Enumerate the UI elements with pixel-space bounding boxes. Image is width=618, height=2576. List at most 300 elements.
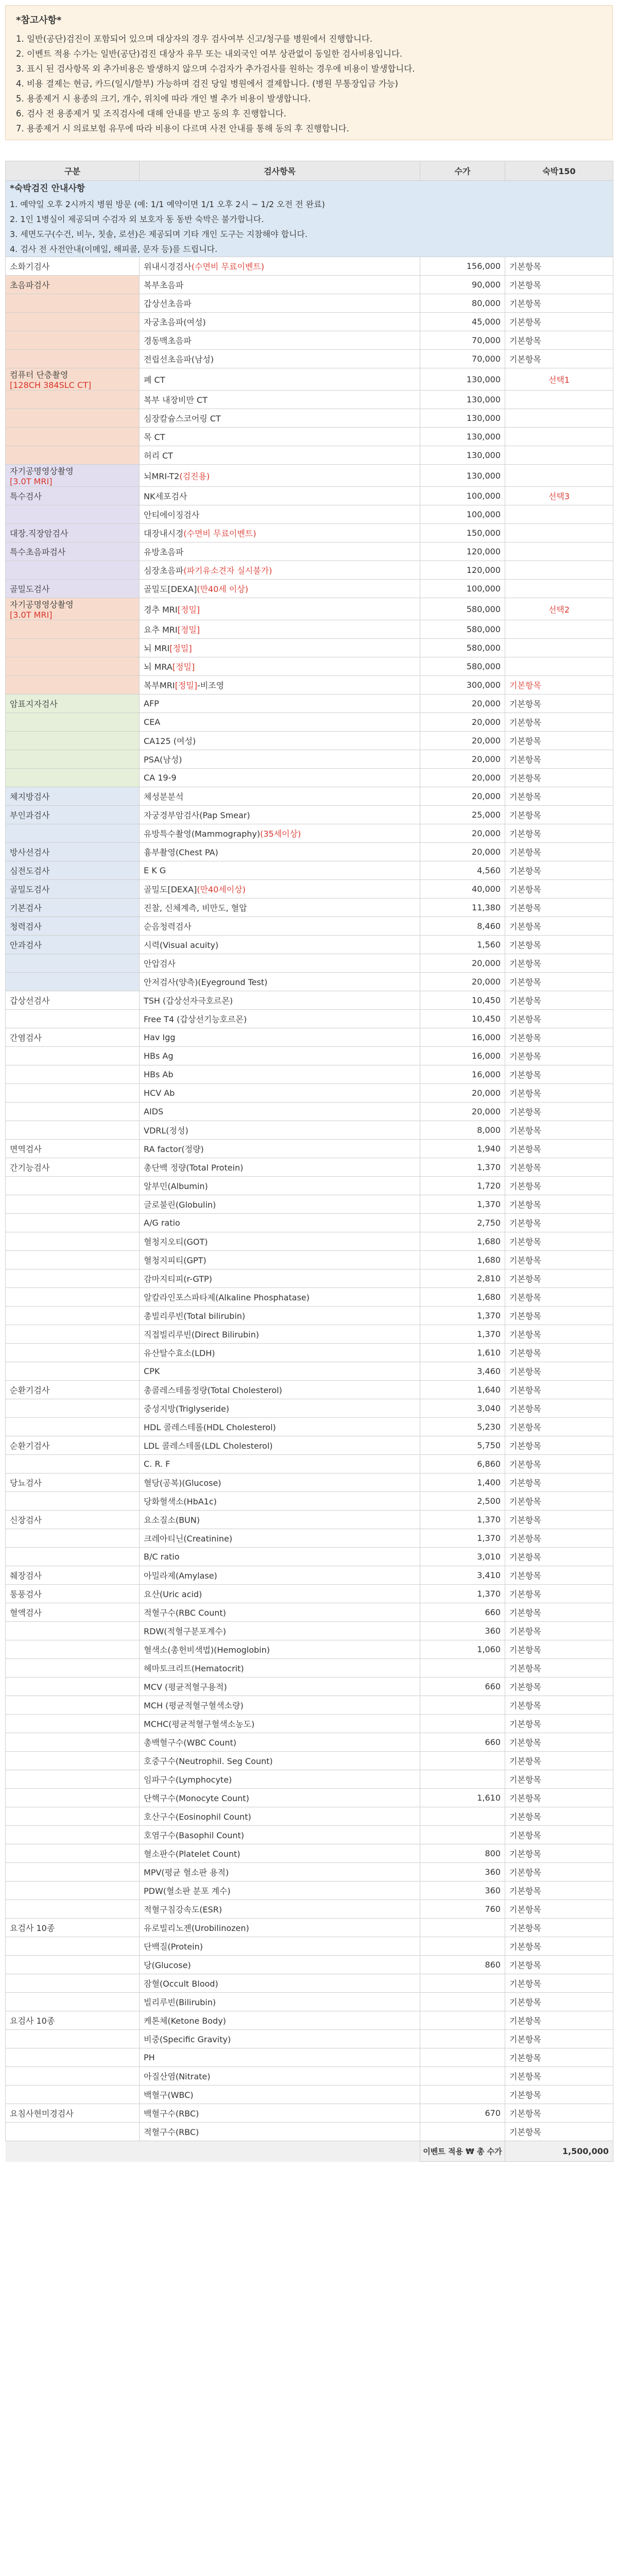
coverage-cell: 기본항목 <box>505 276 613 294</box>
category-cell <box>6 1065 140 1084</box>
table-row <box>6 1919 613 1937</box>
coverage-cell: 기본항목 <box>505 1232 613 1251</box>
table-row <box>6 2067 613 2086</box>
coverage-cell: 기본항목 <box>505 1863 613 1882</box>
table-row <box>6 1974 613 1993</box>
table-row <box>6 276 613 294</box>
category-cell <box>6 1826 140 1844</box>
item-cell: 안압검사 <box>140 954 420 973</box>
item-cell: 혈소판수(Platelet Count) <box>140 1844 420 1863</box>
category-cell <box>6 1121 140 1140</box>
item-note: (파기유소견자 실시불가) <box>183 566 272 575</box>
coverage-cell: 기본항목 <box>505 1436 613 1455</box>
item-cell: 크레아티닌(Creatinine) <box>140 1529 420 1548</box>
item-cell: 허리 CT <box>140 446 420 465</box>
category-cell <box>6 2011 140 2030</box>
category-cell <box>6 1752 140 1770</box>
coverage-cell: 기본항목 <box>505 1882 613 1900</box>
coverage-cell: 기본항목 <box>505 1603 613 1622</box>
item-cell: A/G ratio <box>140 1214 420 1232</box>
coverage-cell: 기본항목 <box>505 1381 613 1399</box>
category-cell <box>6 1492 140 1511</box>
coverage-cell: 기본항목 <box>505 294 613 313</box>
table-row <box>6 1566 613 1585</box>
price-cell: 1,940 <box>420 1140 505 1158</box>
item-cell <box>140 657 420 676</box>
category-cell <box>6 991 140 1010</box>
item-cell: 글로불린(Globulin) <box>140 1195 420 1214</box>
price-cell <box>420 2067 505 2086</box>
price-cell: 860 <box>420 1956 505 1974</box>
category-cell <box>6 1325 140 1344</box>
item-cell: 케톤체(Ketone Body) <box>140 2011 420 2030</box>
category-cell <box>6 694 140 713</box>
category-label: 당뇨검사 <box>10 1478 42 1488</box>
coverage-cell <box>505 446 613 465</box>
price-cell: 2,500 <box>420 1492 505 1511</box>
coverage-cell: 기본항목 <box>505 861 613 880</box>
category-sublabel: [3.0T MRI] <box>10 610 53 620</box>
item-cell: 요소질소(BUN) <box>140 1511 420 1529</box>
category-cell <box>6 1548 140 1566</box>
table-row <box>6 806 613 824</box>
price-cell: 580,000 <box>420 620 505 639</box>
category-cell <box>6 620 140 639</box>
coverage-cell: 기본항목 <box>505 1307 613 1325</box>
item-suffix: -비조영 <box>197 681 225 690</box>
category-cell <box>6 954 140 973</box>
header-coverage: 숙박150 <box>505 161 613 181</box>
table-row <box>6 1010 613 1028</box>
table-row <box>6 694 613 713</box>
item-cell: 총단백 정량(Total Protein) <box>140 1158 420 1177</box>
item-cell: 중성지방(Triglyseride) <box>140 1399 420 1418</box>
table-row <box>6 1529 613 1548</box>
item-note: [정밀] <box>177 604 200 615</box>
category-cell <box>6 2067 140 2086</box>
category-cell <box>6 639 140 657</box>
item-cell: MCHC(평균적혈구혈색소농도) <box>140 1715 420 1733</box>
price-cell: 70,000 <box>420 350 505 368</box>
item-cell: E K G <box>140 861 420 880</box>
item-cell: 당(Glucose) <box>140 1956 420 1974</box>
category-cell <box>6 1511 140 1529</box>
table-row <box>6 991 613 1010</box>
table-row <box>6 1251 613 1269</box>
table-body <box>6 181 613 2141</box>
item-cell: 혈청지피티(GPT) <box>140 1251 420 1269</box>
price-cell <box>420 2011 505 2030</box>
coverage-cell: 기본항목 <box>505 1733 613 1752</box>
item-cell: 진찰, 신체계측, 비만도, 혈압 <box>140 899 420 917</box>
coverage-cell: 기본항목 <box>505 1585 613 1603</box>
total-value: 1,500,000 <box>505 2141 613 2162</box>
table-row <box>6 1473 613 1492</box>
item-cell: 안저검사(양측)(Eyeground Test) <box>140 973 420 991</box>
category-label: 요검사 10종 <box>10 1923 55 1933</box>
item-cell: MCV (평균적혈구용적) <box>140 1677 420 1696</box>
notice-title: *참고사항* <box>16 15 62 26</box>
category-cell <box>6 1659 140 1677</box>
price-cell: 3,410 <box>420 1566 505 1585</box>
category-cell <box>6 1585 140 1603</box>
table-row <box>6 1232 613 1251</box>
item-cell: 전립선초음파(남성) <box>140 350 420 368</box>
coverage-cell: 기본항목 <box>505 1140 613 1158</box>
table-row <box>6 294 613 313</box>
category-label: 요검사 10종 <box>10 2016 55 2026</box>
guide-row <box>6 181 613 257</box>
category-cell <box>6 257 140 276</box>
item-cell: B/C ratio <box>140 1548 420 1566</box>
item-cell: 흉부촬영(Chest PA) <box>140 843 420 861</box>
item-cell: 유로빌리노젠(Urobilinozen) <box>140 1919 420 1937</box>
category-cell <box>6 561 140 580</box>
price-cell: 300,000 <box>420 676 505 694</box>
price-cell: 1,370 <box>420 1158 505 1177</box>
table-row <box>6 1603 613 1622</box>
price-cell: 660 <box>420 1677 505 1696</box>
item-cell: 빌리루빈(Bilirubin) <box>140 1993 420 2011</box>
category-cell <box>6 350 140 368</box>
item-cell: 적혈구수(RBC Count) <box>140 1603 420 1622</box>
item-cell: 비중(Specific Gravity) <box>140 2030 420 2048</box>
table-row <box>6 657 613 676</box>
table-row <box>6 917 613 936</box>
coverage-cell <box>505 543 613 561</box>
coverage-cell: 기본항목 <box>505 1214 613 1232</box>
price-cell: 1,610 <box>420 1789 505 1807</box>
table-row <box>6 1028 613 1047</box>
coverage-cell: 기본항목 <box>505 2011 613 2030</box>
item-cell: HBs Ag <box>140 1047 420 1065</box>
category-cell <box>6 524 140 543</box>
table-row <box>6 391 613 409</box>
item-label: 경추 MRI <box>144 604 178 615</box>
table-row <box>6 1269 613 1288</box>
item-cell <box>140 620 420 639</box>
category-cell <box>6 824 140 843</box>
coverage-cell <box>505 465 613 487</box>
coverage-cell: 기본항목 <box>505 2123 613 2141</box>
price-cell: 1,610 <box>420 1344 505 1362</box>
price-cell: 90,000 <box>420 276 505 294</box>
category-cell <box>6 598 140 620</box>
item-cell <box>140 580 420 598</box>
category-cell <box>6 1529 140 1548</box>
price-cell: 1,370 <box>420 1585 505 1603</box>
price-cell: 16,000 <box>420 1047 505 1065</box>
category-cell <box>6 1232 140 1251</box>
item-cell <box>140 465 420 487</box>
notice-line: 3. 표시 된 검사항목 외 추가비용은 발생하지 않으며 수검자가 추가검사를 원하는 경우에 비용이 발생합니다. <box>16 64 415 74</box>
item-cell: 시력(Visual acuity) <box>140 936 420 954</box>
item-cell: 총콜레스테롤정량(Total Cholesterol) <box>140 1381 420 1399</box>
category-cell <box>6 1010 140 1028</box>
coverage-cell: 선택3 <box>505 487 613 505</box>
coverage-cell <box>505 580 613 598</box>
coverage-cell <box>505 505 613 524</box>
coverage-cell: 기본항목 <box>505 1473 613 1492</box>
coverage-cell: 기본항목 <box>505 824 613 843</box>
table-row <box>6 1214 613 1232</box>
price-cell: 11,380 <box>420 899 505 917</box>
category-cell <box>6 936 140 954</box>
table-row <box>6 2104 613 2123</box>
table-row <box>6 936 613 954</box>
category-cell <box>6 1770 140 1789</box>
category-cell <box>6 1603 140 1622</box>
category-sublabel: [128CH 384SLC CT] <box>10 380 92 390</box>
item-cell: 자궁초음파(여성) <box>140 313 420 331</box>
item-cell: 경동맥초음파 <box>140 331 420 350</box>
notice-box <box>5 5 613 140</box>
category-cell <box>6 1789 140 1807</box>
category-label: 면역검사 <box>10 1144 42 1154</box>
item-cell: 혈청지오티(GOT) <box>140 1232 420 1251</box>
coverage-cell: 기본항목 <box>505 1269 613 1288</box>
category-cell <box>6 276 140 294</box>
table-row <box>6 787 613 806</box>
item-cell: 순음청력검사 <box>140 917 420 936</box>
item-note: (수면비 무료이벤트) <box>183 529 256 538</box>
item-cell: Hav Igg <box>140 1028 420 1047</box>
coverage-cell: 기본항목 <box>505 313 613 331</box>
category-label: 컴퓨터 단층촬영 <box>10 370 68 380</box>
category-cell <box>6 487 140 505</box>
price-cell: 130,000 <box>420 391 505 409</box>
coverage-cell: 기본항목 <box>505 1993 613 2011</box>
item-cell: 체성분분석 <box>140 787 420 806</box>
category-cell <box>6 1622 140 1640</box>
table-row <box>6 598 613 620</box>
category-cell <box>6 2048 140 2067</box>
category-cell <box>6 1473 140 1492</box>
coverage-cell: 기본항목 <box>505 1974 613 1993</box>
price-cell: 660 <box>420 1733 505 1752</box>
table-row <box>6 428 613 446</box>
price-cell <box>420 2048 505 2067</box>
category-cell <box>6 1028 140 1047</box>
category-cell <box>6 580 140 598</box>
item-cell: RDW(적혈구분포계수) <box>140 1622 420 1640</box>
coverage-cell: 기본항목 <box>505 1195 613 1214</box>
item-cell: MCH (평균적혈구혈색소량) <box>140 1696 420 1715</box>
coverage-cell: 기본항목 <box>505 1640 613 1659</box>
coverage-cell: 기본항목 <box>505 2030 613 2048</box>
table-row <box>6 1381 613 1399</box>
table-row <box>6 313 613 331</box>
item-cell: 폐 CT <box>140 368 420 391</box>
category-cell <box>6 861 140 880</box>
table-row <box>6 2048 613 2067</box>
item-cell: AFP <box>140 694 420 713</box>
coverage-cell: 기본항목 <box>505 732 613 750</box>
coverage-cell: 기본항목 <box>505 676 613 694</box>
category-cell <box>6 1399 140 1418</box>
table-row <box>6 1158 613 1177</box>
table-row <box>6 1715 613 1733</box>
item-label: 복부MRI <box>144 681 175 690</box>
table-row <box>6 713 613 732</box>
category-cell <box>6 2123 140 2141</box>
coverage-cell: 기본항목 <box>505 350 613 368</box>
item-cell: 안티에이징검사 <box>140 505 420 524</box>
category-cell <box>6 1640 140 1659</box>
coverage-cell: 기본항목 <box>505 1937 613 1956</box>
table-row <box>6 257 613 276</box>
item-cell: 갑상선초음파 <box>140 294 420 313</box>
category-cell <box>6 1158 140 1177</box>
category-cell <box>6 446 140 465</box>
table-row <box>6 1789 613 1807</box>
item-cell: C. R. F <box>140 1455 420 1473</box>
price-cell: 20,000 <box>420 750 505 769</box>
coverage-cell: 기본항목 <box>505 769 613 787</box>
table-row <box>6 620 613 639</box>
coverage-cell: 기본항목 <box>505 1455 613 1473</box>
coverage-cell <box>505 657 613 676</box>
price-cell: 580,000 <box>420 639 505 657</box>
item-cell: 심장칼슘스코어링 CT <box>140 409 420 428</box>
category-cell <box>6 391 140 409</box>
item-cell: PDW(혈소판 분포 계수) <box>140 1882 420 1900</box>
item-cell: 복부 내장비만 CT <box>140 391 420 409</box>
coverage-cell: 기본항목 <box>505 750 613 769</box>
category-cell <box>6 409 140 428</box>
category-cell <box>6 1418 140 1436</box>
guide-cell <box>6 181 613 257</box>
notice-line: 1. 일반(공단)검진이 포함되어 있으며 대상자의 경우 검사여부 신고/청구를 병원에서 진행합니다. <box>16 34 373 44</box>
coverage-cell: 기본항목 <box>505 787 613 806</box>
coverage-cell: 기본항목 <box>505 936 613 954</box>
category-cell <box>6 899 140 917</box>
item-cell: 유방초음파 <box>140 543 420 561</box>
item-cell <box>140 524 420 543</box>
price-cell: 800 <box>420 1844 505 1863</box>
category-label: 자기공명영상촬영 <box>10 600 74 609</box>
category-cell <box>6 1566 140 1585</box>
price-cell: 1,060 <box>420 1640 505 1659</box>
price-cell: 1,400 <box>420 1473 505 1492</box>
table-row <box>6 676 613 694</box>
item-cell: 알칼라인포스파타제(Alkaline Phosphatase) <box>140 1288 420 1307</box>
price-cell: 1,370 <box>420 1511 505 1529</box>
item-cell: 유산탈수효소(LDH) <box>140 1344 420 1362</box>
coverage-cell <box>505 524 613 543</box>
item-cell: 복부초음파 <box>140 276 420 294</box>
table-row <box>6 861 613 880</box>
category-cell <box>6 1715 140 1733</box>
category-cell <box>6 1863 140 1882</box>
price-cell: 1,680 <box>420 1251 505 1269</box>
price-cell: 3,460 <box>420 1362 505 1381</box>
item-cell <box>140 561 420 580</box>
table-row <box>6 561 613 580</box>
guide-line: 1. 예약일 오후 2시까지 병원 방문 (예: 1/1 예약이면 1/1 오후 2시 ~ 1/2 오전 전 완료) <box>10 199 325 209</box>
item-cell: 호염구수(Basophil Count) <box>140 1826 420 1844</box>
coverage-cell: 기본항목 <box>505 1566 613 1585</box>
price-cell: 660 <box>420 1603 505 1622</box>
table-row <box>6 446 613 465</box>
coverage-cell: 기본항목 <box>505 1418 613 1436</box>
item-cell: TSH (갑상선자극호르몬) <box>140 991 420 1010</box>
item-cell: 혈당(공복)(Glucose) <box>140 1473 420 1492</box>
table-row <box>6 1121 613 1140</box>
notice-line: 4. 비용 결제는 현금, 카드(일시/할부) 가능하며 검진 당일 병원에서 결제합니다. (병원 무통장입금 가능) <box>16 79 399 89</box>
table-row <box>6 2011 613 2030</box>
guide-line: 2. 1인 1병실이 제공되며 수검자 외 보호자 동 동반 숙박은 불가합니다. <box>10 214 264 224</box>
coverage-cell <box>505 561 613 580</box>
category-label: 소화기검사 <box>10 262 50 272</box>
price-cell: 130,000 <box>420 428 505 446</box>
price-cell: 670 <box>420 2104 505 2123</box>
category-cell <box>6 1733 140 1752</box>
table-row <box>6 732 613 750</box>
category-cell <box>6 1919 140 1937</box>
coverage-cell: 기본항목 <box>505 1548 613 1566</box>
item-note: (35세이상) <box>260 829 301 839</box>
category-cell <box>6 917 140 936</box>
coverage-cell: 기본항목 <box>505 954 613 973</box>
table-row <box>6 1436 613 1455</box>
table-row <box>6 580 613 598</box>
item-cell: 백혈구(WBC) <box>140 2086 420 2104</box>
item-cell <box>140 598 420 620</box>
category-label: 심전도검사 <box>10 866 50 876</box>
table-row <box>6 1993 613 2011</box>
category-cell <box>6 973 140 991</box>
price-cell: 20,000 <box>420 713 505 732</box>
table-row <box>6 824 613 843</box>
coverage-cell: 기본항목 <box>505 1752 613 1770</box>
category-cell <box>6 1195 140 1214</box>
table-row <box>6 1696 613 1715</box>
table-row <box>6 1140 613 1158</box>
item-cell: VDRL(정성) <box>140 1121 420 1140</box>
item-cell: CEA <box>140 713 420 732</box>
table-row <box>6 2086 613 2104</box>
category-label: 기본검사 <box>10 903 42 913</box>
price-cell: 20,000 <box>420 1084 505 1103</box>
coverage-cell: 기본항목 <box>505 1659 613 1677</box>
table-row <box>6 1844 613 1863</box>
price-cell: 20,000 <box>420 1103 505 1121</box>
price-cell <box>420 2030 505 2048</box>
category-cell <box>6 1177 140 1195</box>
item-cell <box>140 676 420 694</box>
table-row <box>6 1585 613 1603</box>
category-cell <box>6 1993 140 2011</box>
item-cell: 헤마토크리트(Hematocrit) <box>140 1659 420 1677</box>
table-row <box>6 409 613 428</box>
price-cell: 25,000 <box>420 806 505 824</box>
category-cell <box>6 1047 140 1065</box>
coverage-cell: 기본항목 <box>505 1010 613 1028</box>
price-cell <box>420 1715 505 1733</box>
coverage-cell: 기본항목 <box>505 880 613 899</box>
coverage-cell: 기본항목 <box>505 1529 613 1548</box>
item-cell: LDL 콜레스테롤(LDL Cholesterol) <box>140 1436 420 1455</box>
price-cell: 20,000 <box>420 732 505 750</box>
item-cell: 단백질(Protein) <box>140 1937 420 1956</box>
table-row <box>6 1937 613 1956</box>
price-cell <box>420 1807 505 1826</box>
category-label: 순환기검사 <box>10 1441 50 1451</box>
header-price: 수가 <box>420 161 505 181</box>
coverage-cell: 기본항목 <box>505 1844 613 1863</box>
coverage-cell: 기본항목 <box>505 1121 613 1140</box>
